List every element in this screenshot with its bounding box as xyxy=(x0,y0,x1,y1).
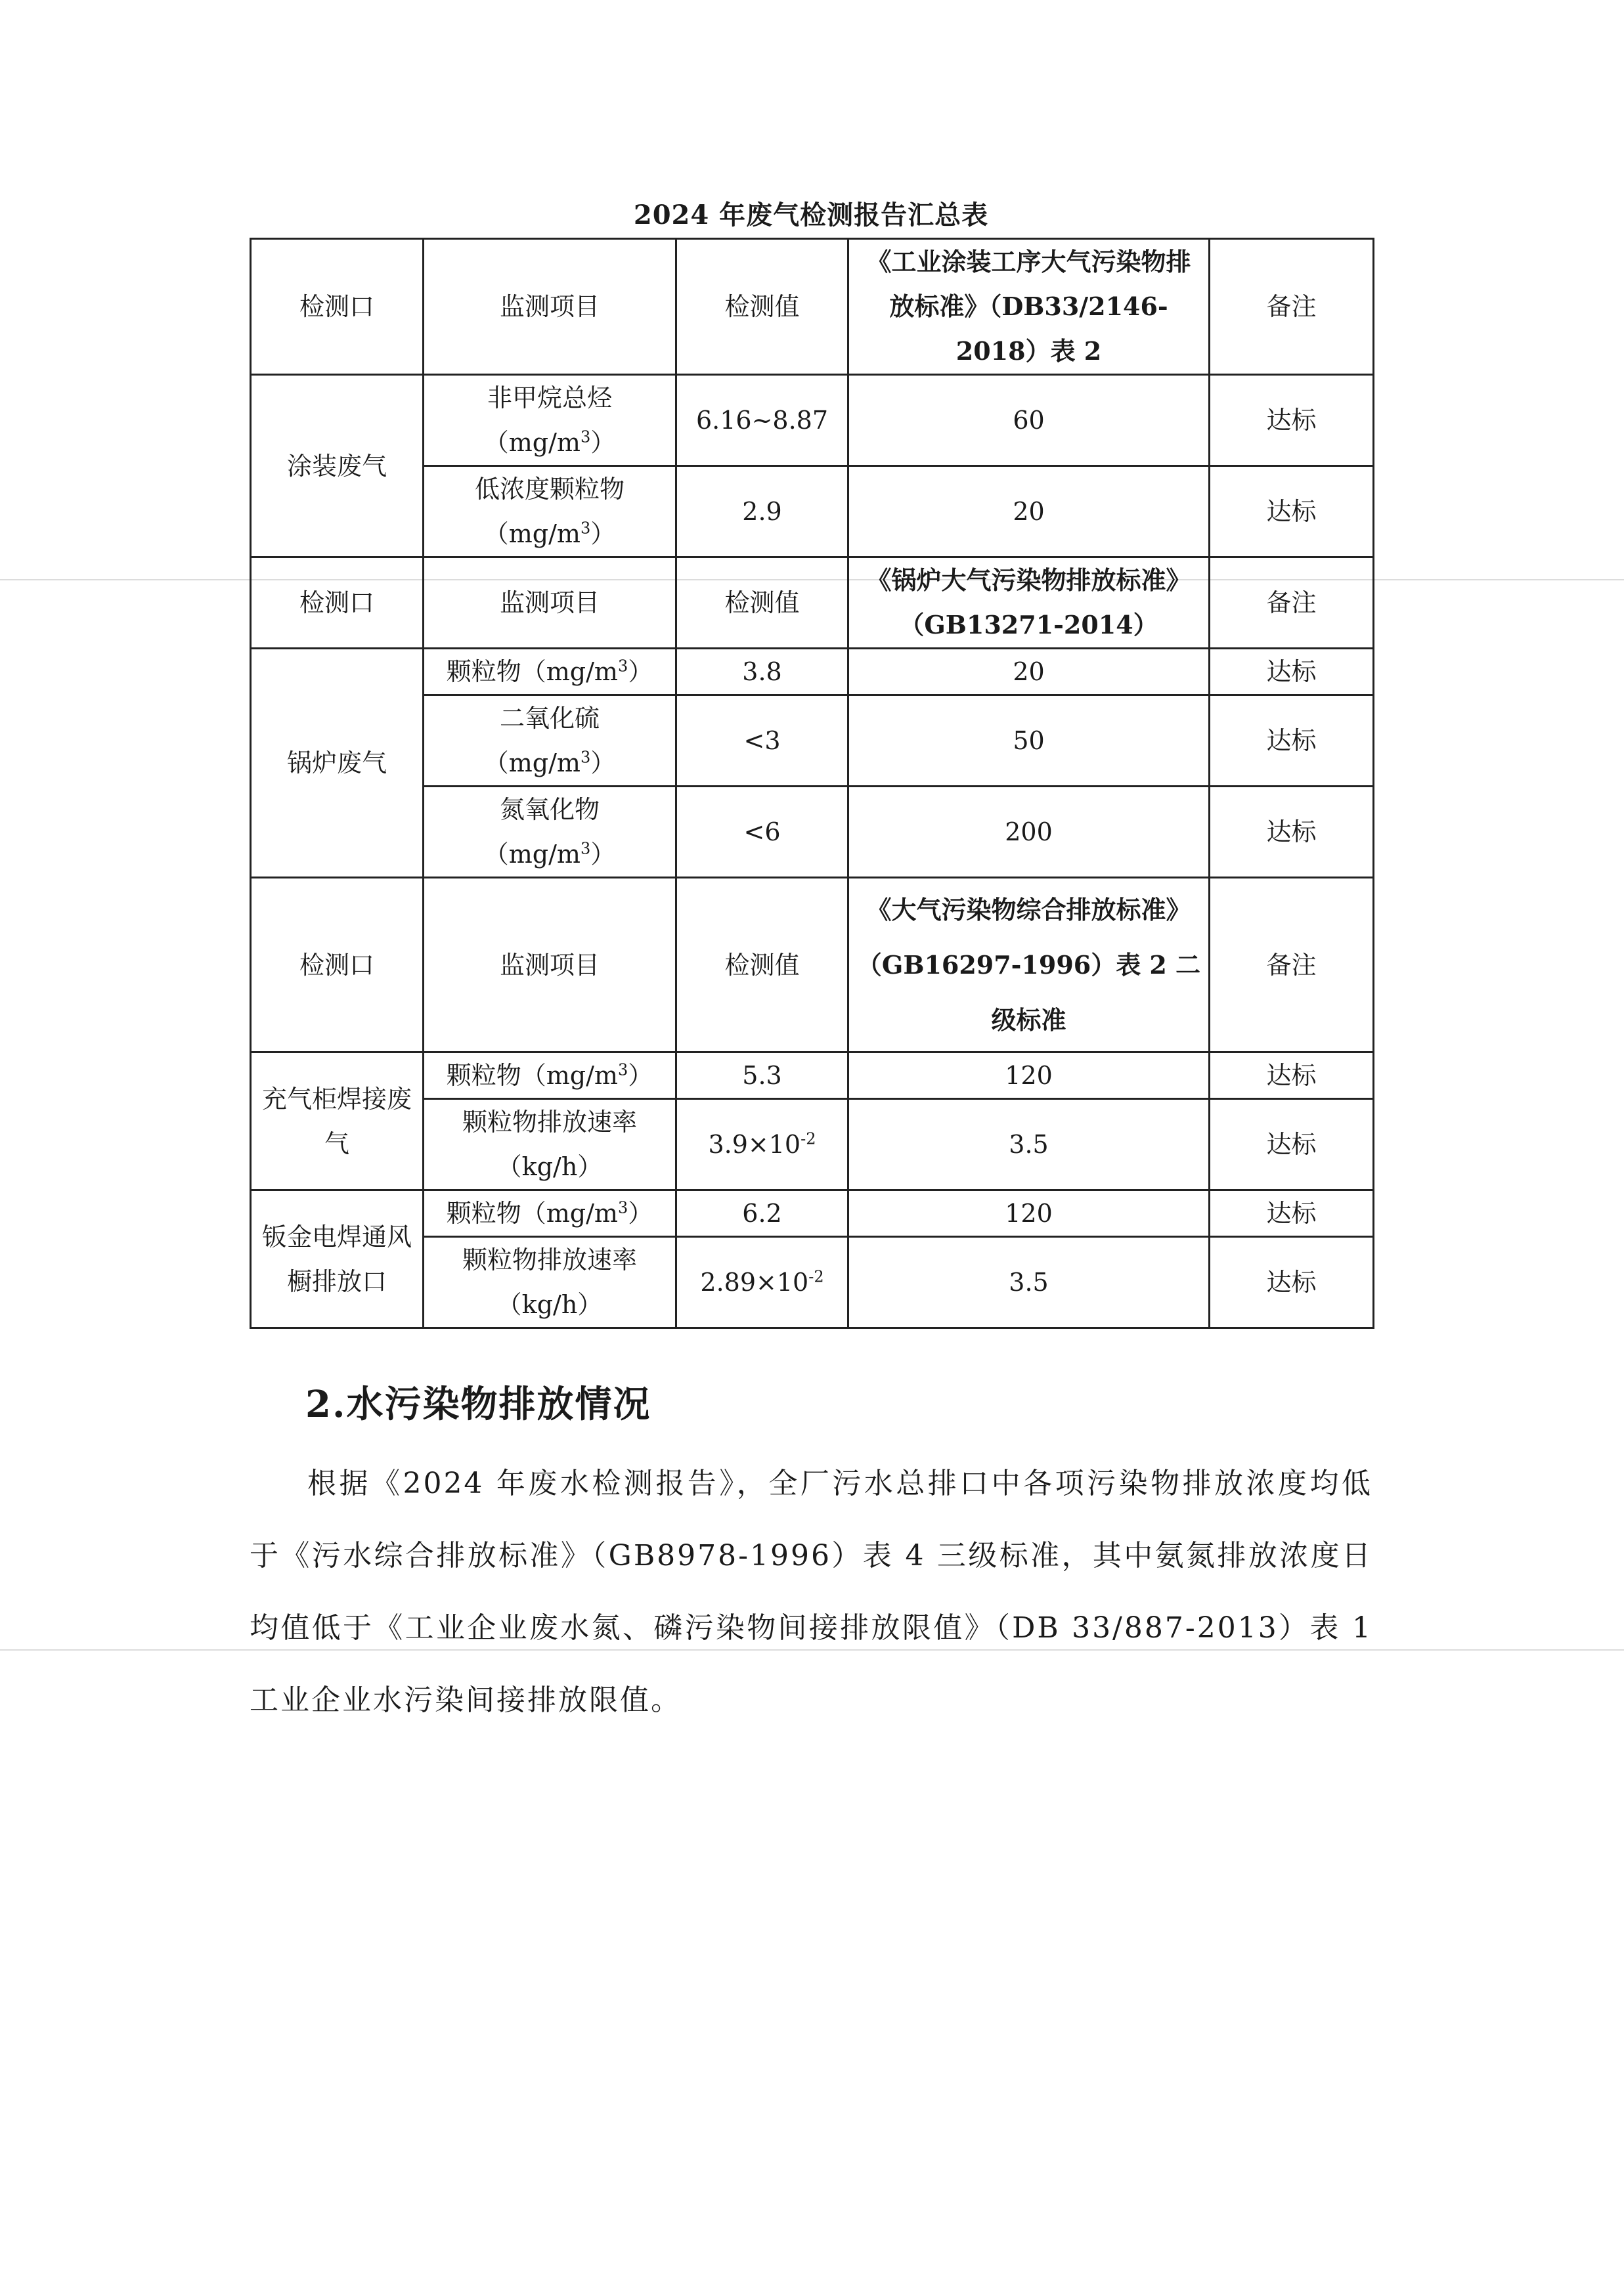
item-cell: 颗粒物排放速率 （kg/h） xyxy=(424,1237,676,1328)
outlet-cell: 钣金电焊通风橱排放口 xyxy=(251,1190,424,1328)
limit-cell: 120 xyxy=(848,1190,1210,1237)
remark-cell: 达标 xyxy=(1210,695,1374,787)
header-outlet: 检测口 xyxy=(251,557,424,649)
header-remark: 备注 xyxy=(1210,878,1374,1052)
table-row xyxy=(251,1052,1374,1099)
limit-cell: 20 xyxy=(848,649,1210,695)
value-cell: 6.2 xyxy=(676,1190,848,1237)
item-cell: 颗粒物排放速率 （kg/h） xyxy=(424,1099,676,1190)
limit-cell: 200 xyxy=(848,787,1210,878)
value-cell: 5.3 xyxy=(676,1052,848,1099)
header-value: 检测值 xyxy=(676,239,848,375)
value-cell: 3.8 xyxy=(676,649,848,695)
remark-cell: 达标 xyxy=(1210,466,1374,557)
value-cell: $2.89\times 10^{-2}$ xyxy=(676,1237,848,1328)
remark-cell: 达标 xyxy=(1210,649,1374,695)
outlet-cell: 锅炉废气 xyxy=(251,649,424,878)
header-outlet: 检测口 xyxy=(251,878,424,1052)
table-row xyxy=(251,649,1374,695)
header-outlet: 检测口 xyxy=(251,239,424,375)
limit-cell: 3.5 xyxy=(848,1099,1210,1190)
remark-cell: 达标 xyxy=(1210,1052,1374,1099)
table-row xyxy=(251,1190,1374,1237)
limit-cell: 20 xyxy=(848,466,1210,557)
limit-cell: 3.5 xyxy=(848,1237,1210,1328)
header-remark: 备注 xyxy=(1210,557,1374,649)
item-cell: 非甲烷总烃 $(mg/m^3)$ xyxy=(424,375,676,466)
remark-cell: 达标 xyxy=(1210,375,1374,466)
item-cell: 氮氧化物 $(mg/m^3)$ xyxy=(424,787,676,878)
header-standard: 《工业涂装工序大气污染物排放标准》（DB33/2146-2018）表 2 xyxy=(848,239,1210,375)
remark-cell: 达标 xyxy=(1210,1190,1374,1237)
header-standard: 《锅炉大气污染物排放标准》（GB13271-2014） xyxy=(848,557,1210,649)
value-cell: $3.9\times 10^{-2}$ xyxy=(676,1099,848,1190)
item-cell: 低浓度颗粒物 $(mg/m^3)$ xyxy=(424,466,676,557)
emission-summary-table xyxy=(250,238,1374,1329)
table-header-row xyxy=(251,239,1374,375)
item-cell: 二氧化硫 $(mg/m^3)$ xyxy=(424,695,676,787)
outlet-cell: 充气柜焊接废气 xyxy=(251,1052,424,1190)
table-title: 2024 年废气检测报告汇总表 xyxy=(633,200,989,230)
table-row xyxy=(251,375,1374,466)
table-header-row xyxy=(251,878,1374,1052)
header-remark: 备注 xyxy=(1210,239,1374,375)
limit-cell: 60 xyxy=(848,375,1210,466)
item-cell: 颗粒物$(mg/m^3)$ xyxy=(424,1052,676,1099)
section-paragraph: 根据《2024 年废水检测报告》，全厂污水总排口中各项污染物排放浓度均低于《污水综合排放标准》（GB8978-1996）表 4 三级标准，其中氨氮排放浓度日均值低于《工业企业废水氮、磷污染物间接排放限值》（DB 33/887-2013）表 1 工业企业水污染间接排放限值。 xyxy=(250,1467,1372,1717)
section-heading: 2.水污染物排放情况 xyxy=(305,1383,651,1426)
remark-cell: 达标 xyxy=(1210,1237,1374,1328)
item-cell: 颗粒物$(mg/m^3)$ xyxy=(424,1190,676,1237)
remark-cell: 达标 xyxy=(1210,787,1374,878)
limit-cell: 50 xyxy=(848,695,1210,787)
header-item: 监测项目 xyxy=(424,878,676,1052)
item-cell: 颗粒物$(mg/m^3)$ xyxy=(424,649,676,695)
header-item: 监测项目 xyxy=(424,557,676,649)
outlet-cell: 涂装废气 xyxy=(251,375,424,557)
header-standard: 《大气污染物综合排放标准》（GB16297-1996）表 2 二级标准 xyxy=(848,878,1210,1052)
remark-cell: 达标 xyxy=(1210,1099,1374,1190)
header-value: 检测值 xyxy=(676,878,848,1052)
value-cell: 6.16~8.87 xyxy=(676,375,848,466)
header-value: 检测值 xyxy=(676,557,848,649)
value-cell: <3 xyxy=(676,695,848,787)
limit-cell: 120 xyxy=(848,1052,1210,1099)
table-header-row xyxy=(251,557,1374,649)
value-cell: 2.9 xyxy=(676,466,848,557)
header-item: 监测项目 xyxy=(424,239,676,375)
value-cell: <6 xyxy=(676,787,848,878)
